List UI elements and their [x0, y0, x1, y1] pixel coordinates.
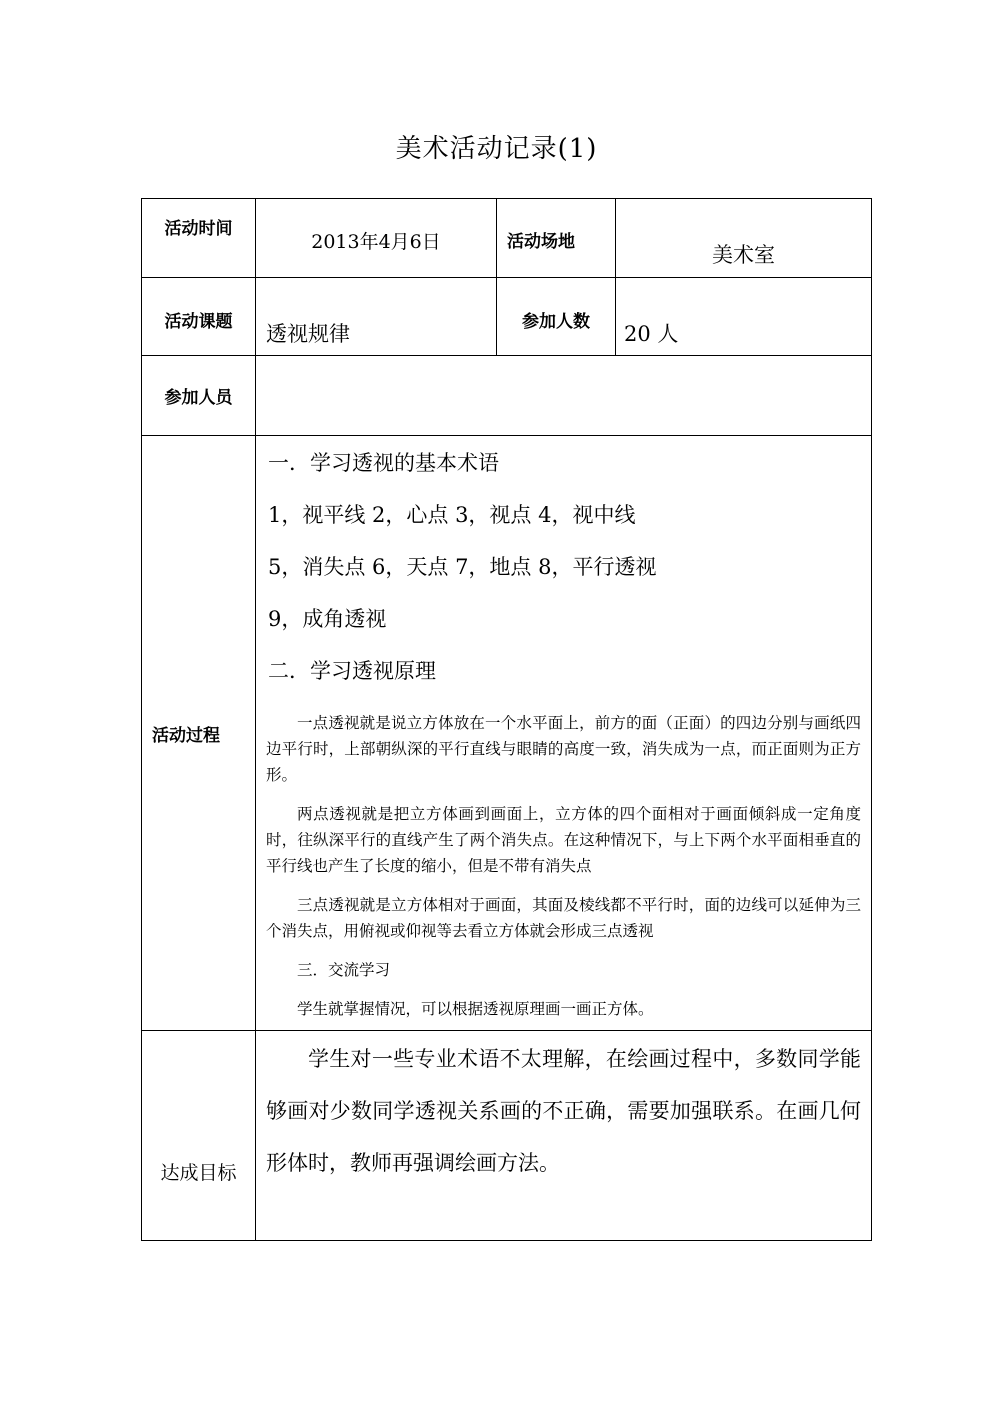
label-goal: 达成目标 — [160, 1162, 237, 1184]
label-count: 参加人数 — [522, 312, 590, 332]
label-topic: 活动课题 — [164, 312, 233, 332]
goal-text: 学生对一些专业术语不太理解，在绘画过程中，多数同学能够画对少数同学透视关系画的不正确，需要加强联系。在画几何形体时，教师再强调绘画方法。 — [266, 1047, 861, 1175]
process-heading-2: 二．学习透视原理 — [268, 659, 436, 683]
value-time-cell — [256, 199, 497, 278]
row-participants — [142, 356, 872, 436]
label-time: 活动时间 — [164, 219, 233, 239]
label-process-cell — [142, 436, 256, 1031]
principle-paragraph: 三点透视就是立方体相对于画面，其面及棱线都不平行时，面的边线可以延伸为三个消失点，用俯视或仰视等去看立方体就会形成三点透视 — [266, 896, 861, 940]
label-process: 活动过程 — [152, 725, 220, 746]
principle-paragraph: 一点透视就是说立方体放在一个水平面上，前方的面（正面）的四边分别与画纸四边平行时，上部朝纵深的平行直线与眼睛的高度一致，消失成为一点，而正面则为正方形。 — [266, 714, 861, 784]
value-count-cell — [616, 278, 872, 356]
process-content — [256, 436, 871, 1022]
term-line: 5，消失点 6，天点 7，地点 8，平行透视 — [268, 555, 657, 579]
value-topic: 透视规律 — [266, 322, 350, 346]
term-line: 1，视平线 2，心点 3，视点 4，视中线 — [268, 503, 636, 527]
label-participants: 参加人员 — [164, 388, 233, 408]
term-line: 9，成角透视 — [268, 607, 387, 631]
value-count: 20 人 — [624, 322, 679, 346]
goal-content-cell — [256, 1031, 872, 1241]
row-process — [142, 436, 872, 1031]
value-venue: 美术室 — [712, 243, 775, 267]
label-participants-cell — [142, 356, 256, 436]
label-venue-cell — [497, 199, 616, 278]
principle-paragraph: 两点透视就是把立方体画到画面上，立方体的四个面相对于画面倾斜成一定角度时，往纵深平行的直线产生了两个消失点。在这种情况下，与上下两个水平面相垂直的平行线也产生了长度的缩小，但是不带有消失点 — [266, 805, 861, 875]
exchange-paragraph: 学生就掌握情况，可以根据透视原理画一画正方体。 — [297, 1000, 654, 1018]
row-topic-count — [142, 278, 872, 356]
value-participants-cell — [256, 356, 872, 436]
value-time: 2013年4月6日 — [311, 231, 441, 253]
page-title: 美术活动记录(1) — [395, 134, 598, 164]
activity-record-table — [141, 198, 872, 1241]
label-count-cell — [497, 278, 616, 356]
process-content-cell — [256, 436, 872, 1031]
row-goal — [142, 1031, 872, 1241]
label-topic-cell — [142, 278, 256, 356]
value-venue-cell — [616, 199, 872, 278]
label-time-cell — [142, 199, 256, 278]
label-venue: 活动场地 — [507, 232, 575, 252]
label-goal-cell — [142, 1031, 256, 1241]
process-heading-1: 一．学习透视的基本术语 — [268, 451, 499, 475]
process-heading-3: 三．交流学习 — [297, 961, 391, 979]
row-time-venue — [142, 199, 872, 278]
value-topic-cell — [256, 278, 497, 356]
